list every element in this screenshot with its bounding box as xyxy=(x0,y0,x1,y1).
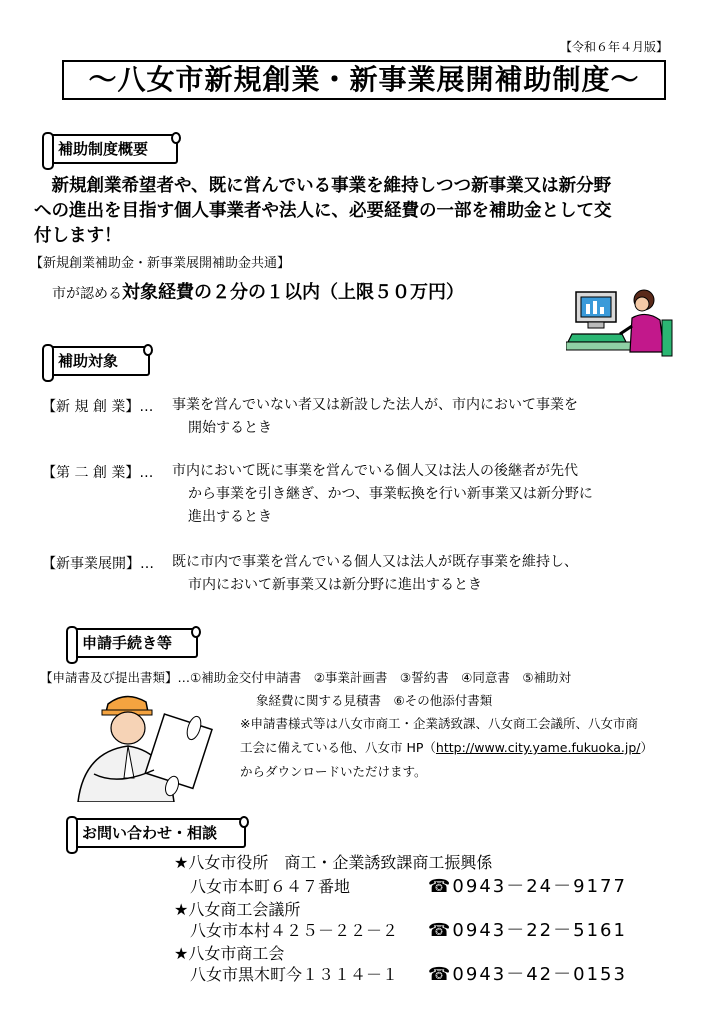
contact-phone-commerce-assoc: ☎0943－42－0153 xyxy=(428,964,627,985)
contact-address-commerce-assoc: 八女市黒木町今１３１４－１ xyxy=(190,965,399,984)
desc-line: 開始するとき xyxy=(188,420,272,436)
required-documents-line2: 象経費に関する見積書 ⑥その他添付書類 xyxy=(256,693,493,708)
target-label-second-business: 【第 二 創 業】… xyxy=(42,465,154,481)
desc-line: 市内において既に事業を営んでいる個人又は法人の後継者が先代 xyxy=(172,463,578,479)
target-desc-new-development xyxy=(172,551,702,597)
required-documents-line1: 【申請書及び提出書類】…①補助金交付申請書 ②事業計画書 ③誓約書 ④同意書 ⑤補助対 xyxy=(40,670,572,685)
section-heading-application-label: 申請手続き等 xyxy=(82,634,173,652)
note-prefix: 工会に備えている他、八女市 HP（ xyxy=(240,740,436,755)
contact-name-chamber: ★八女商工会議所 xyxy=(174,900,301,919)
worker-with-blueprints-illustration xyxy=(68,690,218,802)
target-desc-second-business xyxy=(172,460,702,529)
page-title: ～八女市新規創業・新事業展開補助制度～ xyxy=(62,60,666,100)
section-heading-contact xyxy=(70,818,246,848)
target-label-new-business: 【新 規 創 業】… xyxy=(42,399,154,415)
common-subsidy-label: 【新規創業補助金・新事業展開補助金共通】 xyxy=(30,256,291,271)
contact-name-city-hall: ★八女市役所 商工・企業誘致課商工振興係 xyxy=(174,853,493,872)
contact-phone-city-hall: ☎0943－24－9177 xyxy=(428,876,627,897)
subsidy-ratio xyxy=(52,278,464,304)
contact-name-commerce-assoc: ★八女市商工会 xyxy=(174,944,285,963)
contact-phone-chamber: ☎0943－22－5161 xyxy=(428,920,627,941)
target-desc-new-business xyxy=(172,394,702,440)
desc-line: 市内において新事業又は新分野に進出するとき xyxy=(188,577,482,593)
ratio-prefix: 市が認める xyxy=(52,286,122,302)
form-note-line1: ※申請書様式等は八女市商工・企業誘致課、八女商工会議所、八女市商 xyxy=(240,716,638,731)
section-heading-contact-label: お問い合わせ・相談 xyxy=(82,824,218,842)
intro-line: 付します！ xyxy=(34,226,122,246)
desc-line: 進出するとき xyxy=(188,509,272,525)
target-label-new-development: 【新事業展開】… xyxy=(42,556,154,572)
overview-intro xyxy=(34,174,694,249)
ratio-amount: 対象経費の２分の１以内（上限５０万円） xyxy=(122,282,464,303)
intro-line: 新規創業希望者や、既に営んでいる事業を維持しつつ新事業又は新分野 xyxy=(34,176,612,196)
section-heading-targets xyxy=(46,346,150,376)
computer-worker-illustration xyxy=(566,282,676,362)
section-heading-targets-label: 補助対象 xyxy=(58,352,119,370)
city-website-link[interactable]: http://www.city.yame.fukuoka.jp/ xyxy=(435,740,641,755)
desc-line: 事業を営んでいない者又は新設した法人が、市内において事業を xyxy=(172,397,578,413)
section-heading-overview-label: 補助制度概要 xyxy=(58,140,149,158)
section-heading-application xyxy=(70,628,198,658)
desc-line: から事業を引き継ぎ、かつ、事業転換を行い新事業又は新分野に xyxy=(188,486,593,502)
contact-address-chamber: 八女市本村４２５－２２－２ xyxy=(190,921,399,940)
form-note-line3: からダウンロードいただけます。 xyxy=(240,764,427,779)
edition-label: 【令和６年４月版】 xyxy=(560,40,669,54)
contact-address-city-hall: 八女市本町６４７番地 xyxy=(190,877,351,896)
section-heading-overview xyxy=(46,134,178,164)
desc-line: 既に市内で事業を営んでいる個人又は法人が既存事業を維持し、 xyxy=(172,554,578,570)
intro-line: への進出を目指す個人事業者や法人に、必要経費の一部を補助金として交 xyxy=(34,201,612,221)
note-suffix: ） xyxy=(640,740,653,755)
form-note-line2 xyxy=(240,738,653,756)
